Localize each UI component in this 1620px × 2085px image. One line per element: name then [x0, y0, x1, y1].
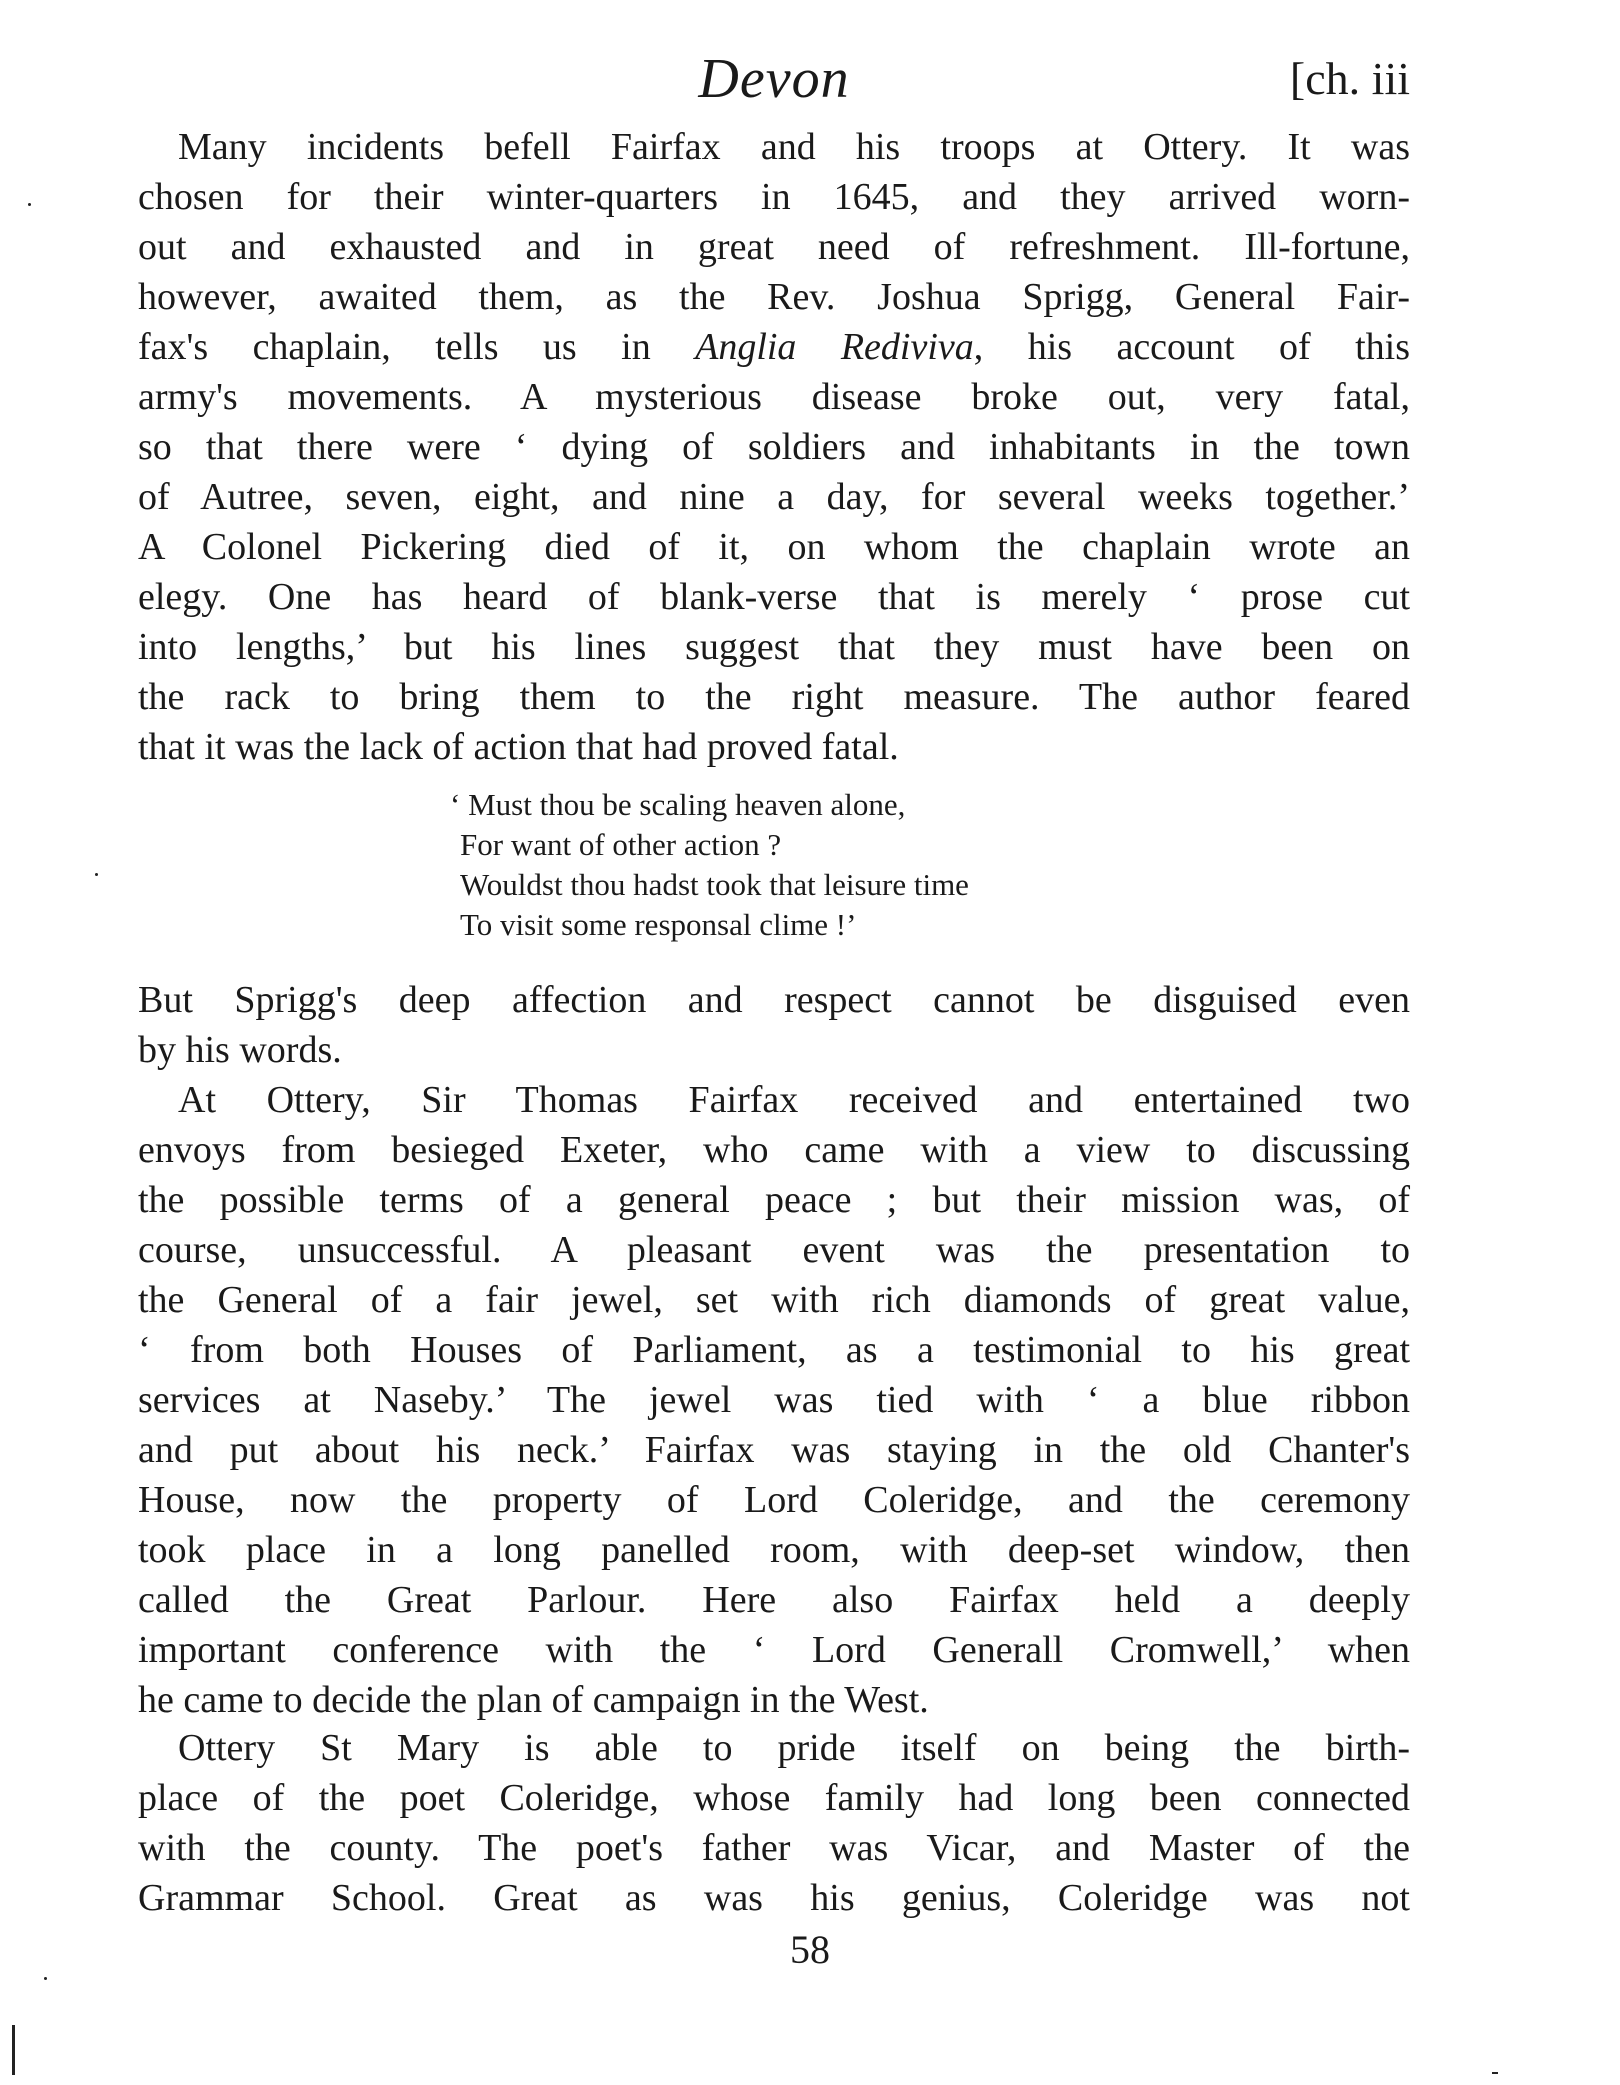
text-line: so that there were ‘ dying of soldiers and inhabitants in the town: [138, 426, 1410, 468]
text-line: place of the poet Coleridge, whose family had long been connected: [138, 1777, 1410, 1819]
text-line: Many incidents befell Fairfax and his troops at Ottery. It was: [178, 126, 1410, 168]
text-line: the General of a fair jewel, set with rich diamonds of great value,: [138, 1279, 1410, 1321]
book-title-italic: Anglia Rediviva: [695, 326, 974, 368]
text-line-with-title: [138, 322, 1410, 372]
text-line: called the Great Parlour. Here also Fairfax held a deeply: [138, 1579, 1410, 1621]
text-line: by his words.: [138, 1029, 342, 1071]
page-title: Devon: [698, 48, 850, 110]
text-line: he came to decide the plan of campaign in the West.: [138, 1679, 929, 1721]
verse-line: Wouldst thou hadst took that leisure time: [460, 867, 969, 902]
text-line: services at Naseby.’ The jewel was tied with ‘ a blue ribbon: [138, 1379, 1410, 1421]
verse-line: To visit some responsal clime !’: [460, 907, 857, 942]
scan-edge-mark: [12, 2025, 15, 2075]
text-line: and put about his neck.’ Fairfax was staying in the old Chanter's: [138, 1429, 1410, 1471]
text-line: elegy. One has heard of blank-verse that is merely ‘ prose cut: [138, 576, 1410, 618]
scan-speck: [44, 1977, 47, 1980]
text-segment: fax's chaplain, tells us in: [138, 326, 696, 368]
text-line: army's movements. A mysterious disease broke out, very fatal,: [138, 376, 1410, 418]
text-line: took place in a long panelled room, with deep-set window, then: [138, 1529, 1410, 1571]
text-line: chosen for their winter-quarters in 1645, and they arrived worn-: [138, 176, 1410, 218]
running-header: [138, 44, 1410, 114]
paragraph-ottery-incidents: [138, 122, 1410, 772]
text-line: the rack to bring them to the right measure. The author feared: [138, 676, 1410, 718]
text-line: ‘ from both Houses of Parliament, as a testimonial to his great: [138, 1329, 1410, 1371]
scan-speck: [95, 873, 98, 876]
text-line: important conference with the ‘ Lord Generall Cromwell,’ when: [138, 1629, 1410, 1671]
text-line: into lengths,’ but his lines suggest that they must have been on: [138, 626, 1410, 668]
text-line: Ottery St Mary is able to pride itself on being the birth-: [178, 1727, 1410, 1769]
chapter-label: [ch. iii: [1289, 53, 1410, 104]
text-segment: , his account of this: [973, 326, 1410, 368]
verse-line: ‘ Must thou be scaling heaven alone,: [450, 787, 906, 822]
paragraph-envoys-and-jewel: [138, 1075, 1410, 1725]
text-line: At Ottery, Sir Thomas Fairfax received and entertained two: [178, 1079, 1410, 1121]
text-line: with the county. The poet's father was Vicar, and Master of the: [138, 1827, 1410, 1869]
text-line: A Colonel Pickering died of it, on whom the chaplain wrote an: [138, 526, 1410, 568]
scan-speck: [1492, 2072, 1498, 2074]
elegy-verse: [450, 785, 969, 945]
page-number: 58: [790, 1927, 830, 1972]
text-line: of Autree, seven, eight, and nine a day, for several weeks together.’: [138, 476, 1410, 518]
text-line: out and exhausted and in great need of refreshment. Ill-fortune,: [138, 226, 1410, 268]
text-line: the possible terms of a general peace ; but their mission was, of: [138, 1179, 1410, 1221]
text-line: course, unsuccessful. A pleasant event was the presentation to: [138, 1229, 1410, 1271]
text-line: Grammar School. Great as was his genius, Coleridge was not: [138, 1877, 1410, 1919]
text-line: that it was the lack of action that had proved fatal.: [138, 726, 899, 768]
text-line: envoys from besieged Exeter, who came with a view to discussing: [138, 1129, 1410, 1171]
scan-speck: [28, 203, 31, 206]
verse-line: For want of other action ?: [460, 827, 782, 862]
text-line: House, now the property of Lord Coleridge, and the ceremony: [138, 1479, 1410, 1521]
text-line: But Sprigg's deep affection and respect cannot be disguised even: [138, 979, 1410, 1021]
paragraph-coleridge: [138, 1723, 1410, 1923]
text-line: however, awaited them, as the Rev. Joshua Sprigg, General Fair-: [138, 276, 1410, 318]
paragraph-spriggs-affection: [138, 975, 1410, 1075]
